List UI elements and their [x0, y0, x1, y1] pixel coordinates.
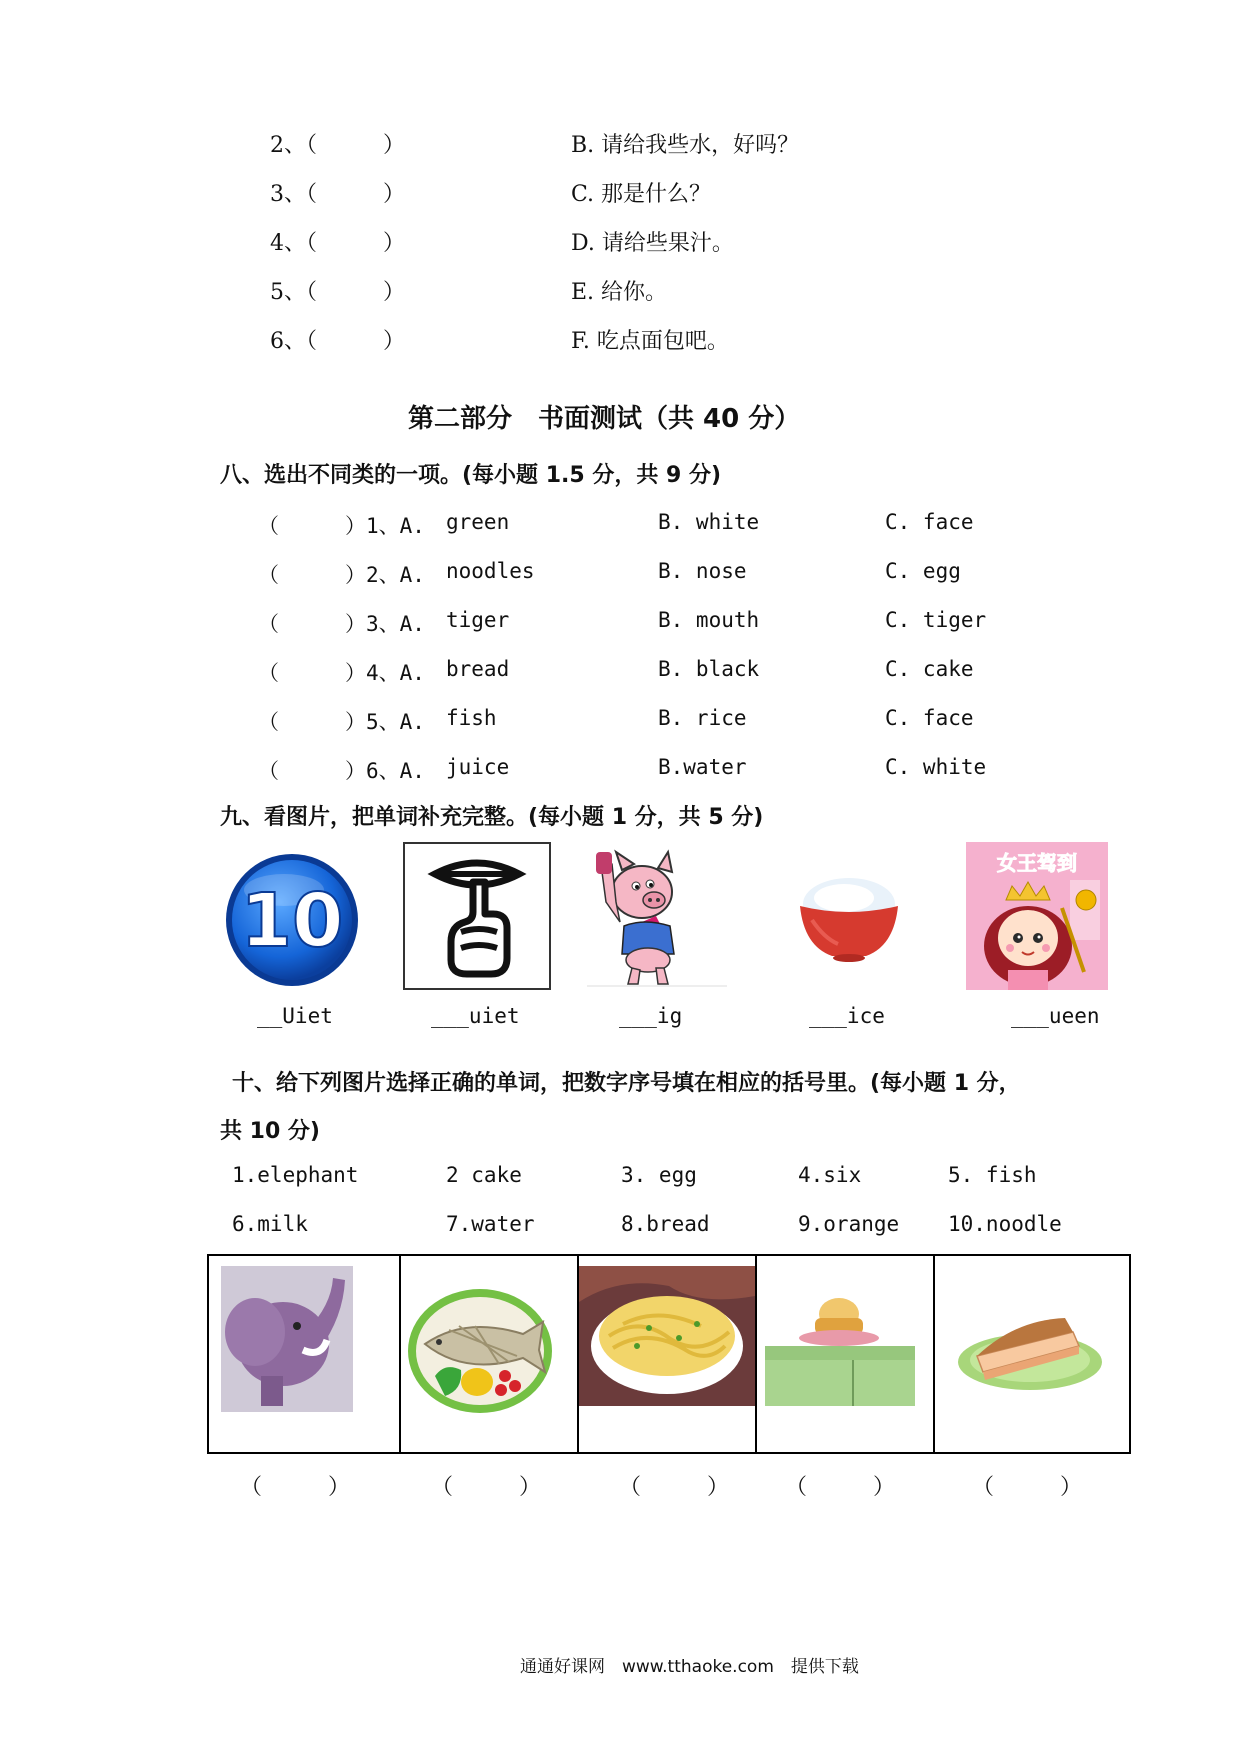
- word-option: 6.milk: [232, 1212, 308, 1236]
- quiet-sign-image: [403, 842, 551, 990]
- badge-number-text: 10: [240, 878, 344, 964]
- picture-table: [207, 1254, 1131, 1454]
- number-ten-badge-image: [224, 852, 360, 988]
- option-c: C. face: [885, 706, 974, 730]
- rice-bowl-image: [794, 868, 904, 968]
- option-b: B.water: [658, 755, 747, 779]
- paren-open: （: [258, 759, 279, 783]
- part2-title: 第二部分 书面测试（共 40 分）: [408, 404, 801, 434]
- word-option: 3. egg: [621, 1163, 697, 1187]
- blank-queen: ___ueen: [1011, 1004, 1100, 1028]
- matching-left-2: 2、（ ）: [270, 133, 405, 158]
- answer-slot-5[interactable]: （ ）: [972, 1475, 1083, 1500]
- option-a: noodles: [446, 559, 535, 583]
- matching-left-6: 6、（ ）: [270, 329, 405, 354]
- matching-right-f: F. 吃点面包吧。: [571, 329, 729, 354]
- queen-caption: 女王驾到: [997, 851, 1077, 875]
- paren-open: （: [258, 710, 279, 734]
- matching-left-5: 5、（ ）: [270, 280, 405, 305]
- row-number: ）2、A.: [345, 563, 425, 587]
- blank-rice: ___ice: [809, 1004, 885, 1028]
- word-option: 9.orange: [798, 1212, 900, 1236]
- blank-pig: ___ig: [619, 1004, 683, 1028]
- row-number: ）1、A.: [345, 514, 425, 538]
- word-option: 1.elephant: [232, 1163, 359, 1187]
- word-option: 2 cake: [446, 1163, 522, 1187]
- paren-open: （: [258, 514, 279, 538]
- paren-open: （: [258, 563, 279, 587]
- matching-right-d: D. 请给些果汁。: [571, 231, 734, 256]
- word-option: 8.bread: [621, 1212, 710, 1236]
- option-b: B. black: [658, 657, 760, 681]
- elephant-image: [221, 1266, 353, 1412]
- option-c: C. cake: [885, 657, 974, 681]
- matching-right-b: B. 请给我些水，好吗？: [571, 133, 800, 158]
- word-option: 7.water: [446, 1212, 535, 1236]
- option-b: B. mouth: [658, 608, 760, 632]
- noodles-image: [579, 1266, 755, 1406]
- option-b: B. white: [658, 510, 760, 534]
- pig-cartoon-image: [582, 842, 732, 992]
- option-b: B. rice: [658, 706, 747, 730]
- section10-title-line1: 十、给下列图片选择正确的单词，把数字序号填在相应的括号里。(每小题 1 分，: [232, 1071, 1021, 1096]
- option-a: bread: [446, 657, 510, 681]
- answer-slot-3[interactable]: （ ）: [619, 1475, 730, 1500]
- blank-quiet-2: ___uiet: [431, 1004, 520, 1028]
- page-footer: 通通好课网 www.tthaoke.com 提供下载: [520, 1657, 859, 1677]
- answer-slot-4[interactable]: （ ）: [785, 1475, 896, 1500]
- row-number: ）3、A.: [345, 612, 425, 636]
- queen-cartoon-image: [966, 842, 1108, 990]
- matching-right-e: E. 给你。: [571, 280, 668, 305]
- answer-slot-1[interactable]: （ ）: [240, 1475, 351, 1500]
- word-option: 4.six: [798, 1163, 862, 1187]
- section10-title-line2: 共 10 分): [220, 1119, 320, 1144]
- row-number: ）4、A.: [345, 661, 425, 685]
- matching-right-c: C. 那是什么？: [571, 182, 712, 207]
- row-number: ）5、A.: [345, 710, 425, 734]
- option-a: fish: [446, 706, 497, 730]
- option-c: C. egg: [885, 559, 961, 583]
- option-a: tiger: [446, 608, 510, 632]
- answer-slot-2[interactable]: （ ）: [431, 1475, 542, 1500]
- cake-slice-image: [955, 1306, 1105, 1396]
- option-c: C. face: [885, 510, 974, 534]
- option-a: juice: [446, 755, 510, 779]
- section9-title: 九、看图片，把单词补充完整。(每小题 1 分，共 5 分): [220, 805, 764, 830]
- word-option: 10.noodle: [948, 1212, 1062, 1236]
- matching-left-4: 4、（ ）: [270, 231, 405, 256]
- section8-title: 八、选出不同类的一项。(每小题 1.5 分，共 9 分): [220, 463, 722, 488]
- matching-left-3: 3、（ ）: [270, 182, 405, 207]
- bread-table-image: [765, 1286, 915, 1406]
- paren-open: （: [258, 661, 279, 685]
- row-number: ）6、A.: [345, 759, 425, 783]
- option-b: B. nose: [658, 559, 747, 583]
- word-option: 5. fish: [948, 1163, 1037, 1187]
- paren-open: （: [258, 612, 279, 636]
- option-c: C. tiger: [885, 608, 987, 632]
- option-c: C. white: [885, 755, 987, 779]
- blank-quiet-1: __Uiet: [257, 1004, 333, 1028]
- option-a: green: [446, 510, 510, 534]
- fish-plate-image: [405, 1286, 555, 1416]
